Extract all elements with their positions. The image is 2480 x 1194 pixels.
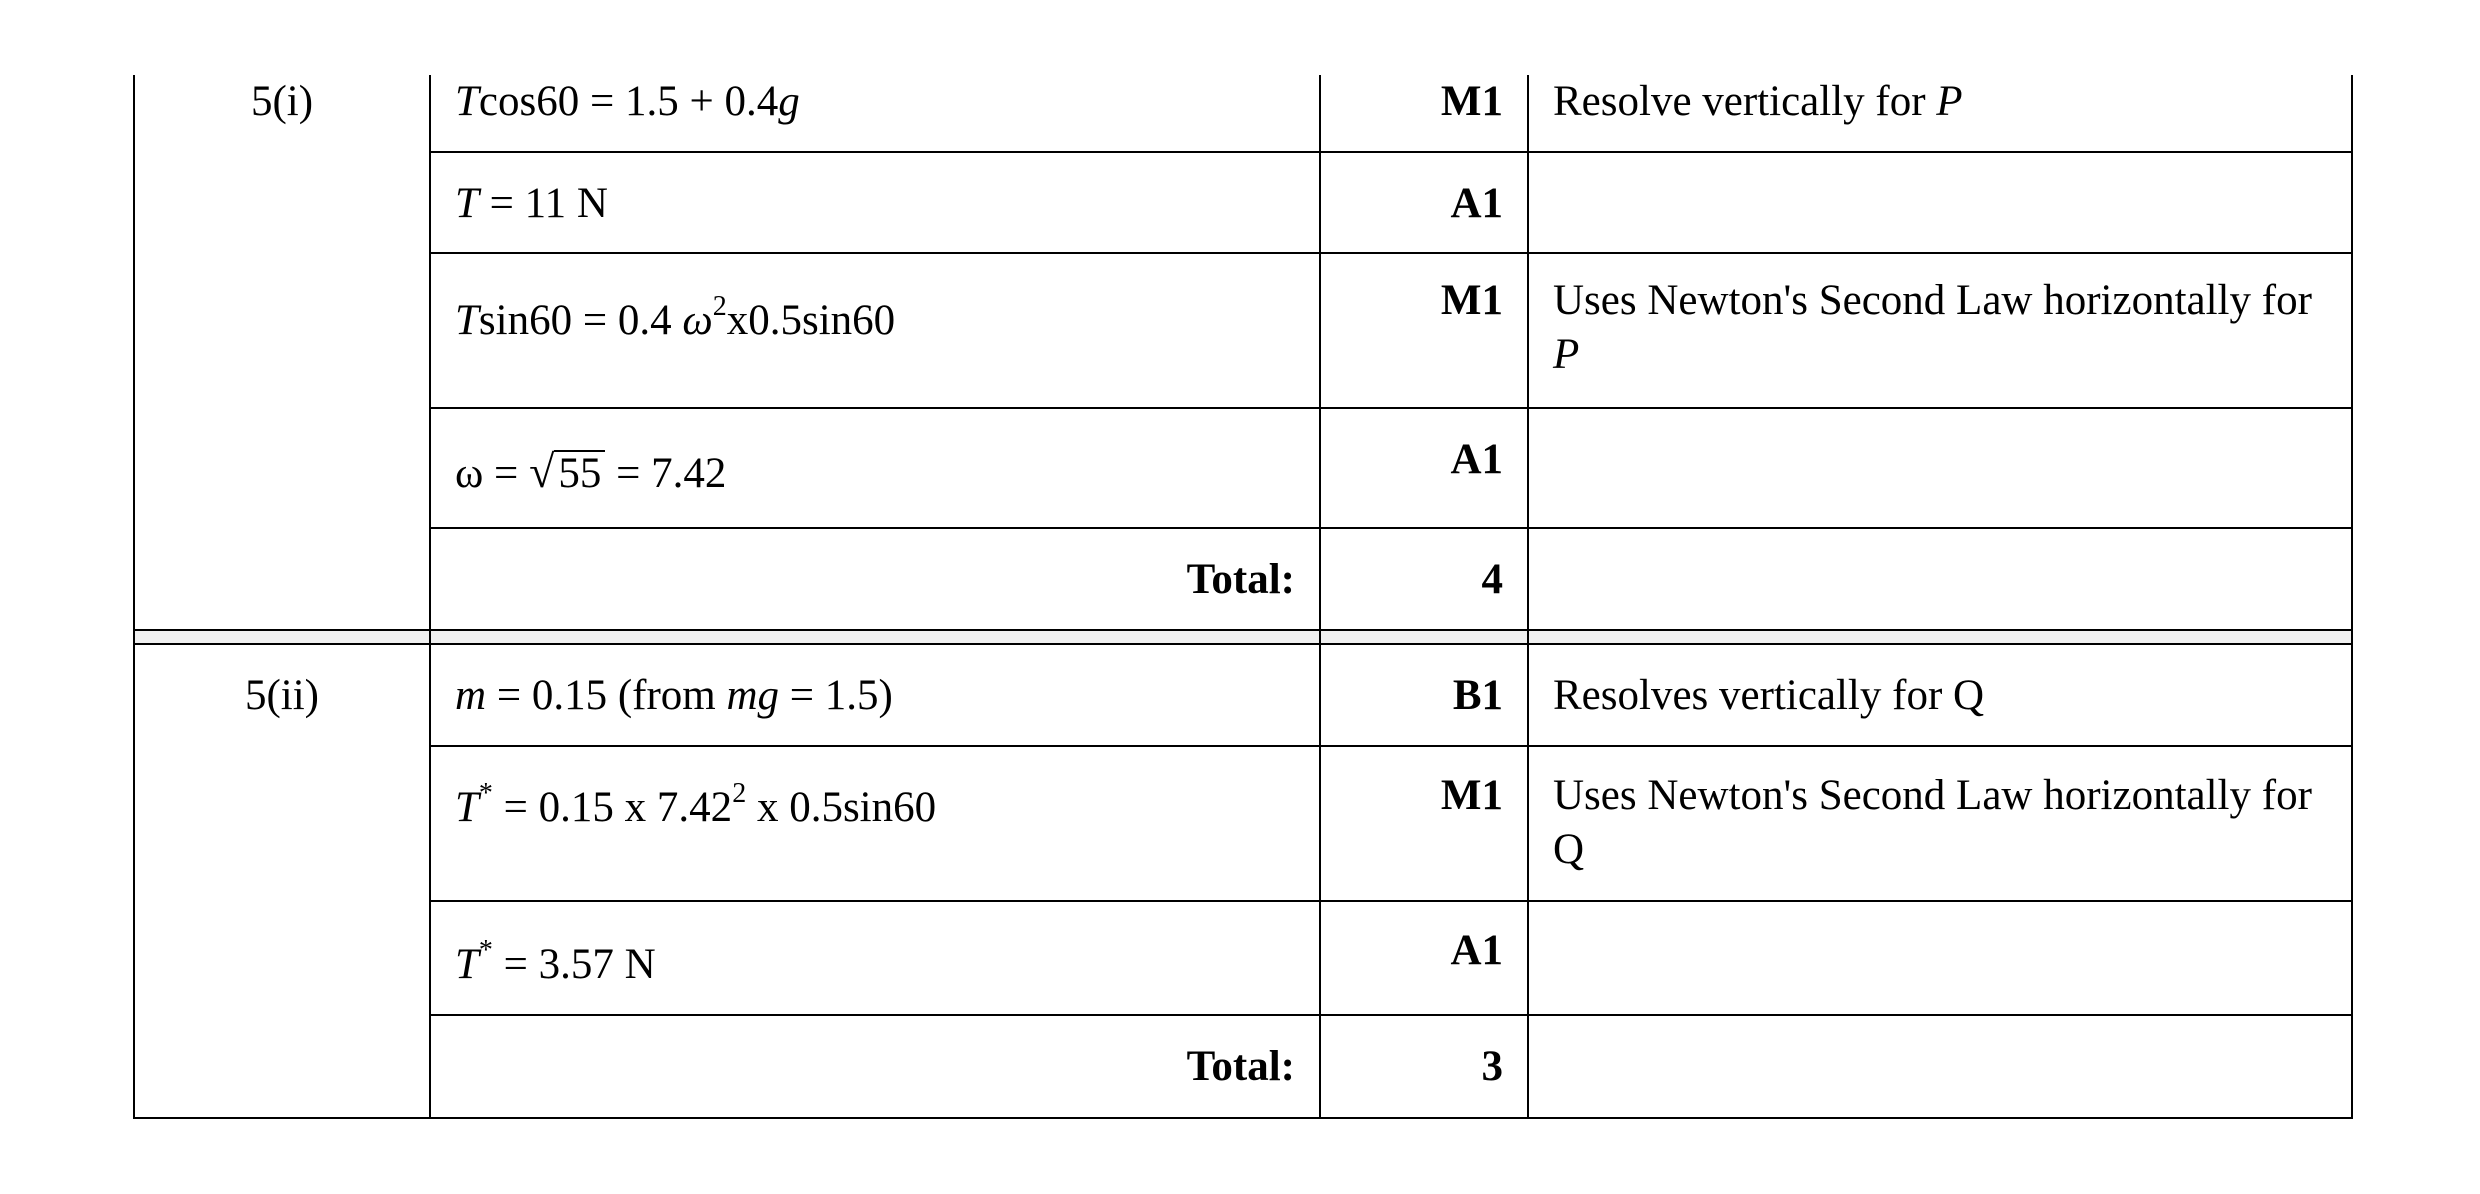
answer-symbol: ω	[682, 297, 713, 344]
guidance-cell	[1528, 528, 2352, 630]
guidance-text: Uses Newton's Second Law horizontally for Q	[1553, 772, 2312, 873]
table-row	[134, 75, 2352, 152]
answer-cell	[430, 408, 1320, 528]
answer-symbol: g	[778, 78, 800, 125]
answer-text: = 0.15 x 7.42	[492, 784, 733, 831]
table-row	[134, 746, 2352, 901]
mark-code: M1	[1320, 253, 1528, 408]
table-row	[134, 253, 2352, 408]
radical-sign: √	[529, 446, 555, 497]
answer-text: x0.5sin60	[726, 297, 896, 344]
guidance-cell	[1528, 644, 2352, 746]
answer-symbol: mg	[726, 672, 780, 719]
guidance-cell	[1528, 408, 2352, 528]
mark-code: A1	[1320, 408, 1528, 528]
mark-code: B1	[1320, 644, 1528, 746]
superscript: *	[478, 934, 493, 966]
guidance-text: Uses Newton's Second Law horizontally for	[1553, 277, 2312, 324]
table-row	[134, 644, 2352, 746]
total-row	[134, 1015, 2352, 1118]
guidance-text: Resolves vertically for Q	[1553, 672, 1985, 719]
total-label: Total:	[430, 528, 1320, 630]
guidance-symbol: P	[1553, 331, 1580, 378]
answer-symbol: T	[455, 297, 479, 344]
question-number: 5(ii)	[134, 644, 430, 1118]
guidance-cell	[1528, 901, 2352, 1015]
total-marks: 3	[1320, 1015, 1528, 1118]
answer-text: = 3.57 N	[492, 941, 656, 988]
answer-text: cos60 = 1.5 + 0.4	[478, 78, 779, 125]
answer-symbol: T	[455, 784, 479, 831]
answer-text: = 11 N	[478, 180, 608, 227]
table-row	[134, 152, 2352, 253]
mark-code: A1	[1320, 152, 1528, 253]
total-row	[134, 528, 2352, 630]
mark-scheme-table	[133, 75, 2353, 1119]
guidance-cell	[1528, 746, 2352, 901]
answer-text: sin60 = 0.4	[478, 297, 683, 344]
question-number: 5(i)	[134, 75, 430, 630]
answer-text: x 0.5sin60	[746, 784, 937, 831]
answer-symbol: T	[455, 78, 479, 125]
mark-scheme-page	[133, 75, 2351, 1119]
radicand: 55	[554, 450, 605, 496]
answer-text: ω =	[455, 450, 530, 497]
mark-code: M1	[1320, 746, 1528, 901]
exponent: 2	[712, 290, 727, 322]
answer-text: = 1.5)	[779, 672, 893, 719]
answer-cell	[430, 644, 1320, 746]
answer-symbol: T	[455, 180, 479, 227]
answer-cell	[430, 901, 1320, 1015]
guidance-cell	[1528, 152, 2352, 253]
total-label: Total:	[430, 1015, 1320, 1118]
total-marks: 4	[1320, 528, 1528, 630]
answer-text: = 0.15 (from	[486, 672, 727, 719]
mark-code: M1	[1320, 75, 1528, 152]
mark-code: A1	[1320, 901, 1528, 1015]
guidance-cell	[1528, 1015, 2352, 1118]
exponent: 2	[732, 777, 747, 809]
answer-symbol: m	[455, 672, 487, 719]
answer-cell	[430, 746, 1320, 901]
guidance-symbol: P	[1936, 78, 1963, 125]
guidance-text: Resolve vertically for	[1553, 78, 1937, 125]
answer-text: = 7.42	[605, 450, 727, 497]
square-root	[529, 445, 605, 501]
answer-cell	[430, 253, 1320, 408]
table-row	[134, 901, 2352, 1015]
guidance-cell	[1528, 75, 2352, 152]
answer-cell	[430, 152, 1320, 253]
section-separator	[134, 630, 2352, 644]
superscript: *	[478, 777, 493, 809]
guidance-cell	[1528, 253, 2352, 408]
answer-symbol: T	[455, 941, 479, 988]
table-row	[134, 408, 2352, 528]
answer-cell	[430, 75, 1320, 152]
